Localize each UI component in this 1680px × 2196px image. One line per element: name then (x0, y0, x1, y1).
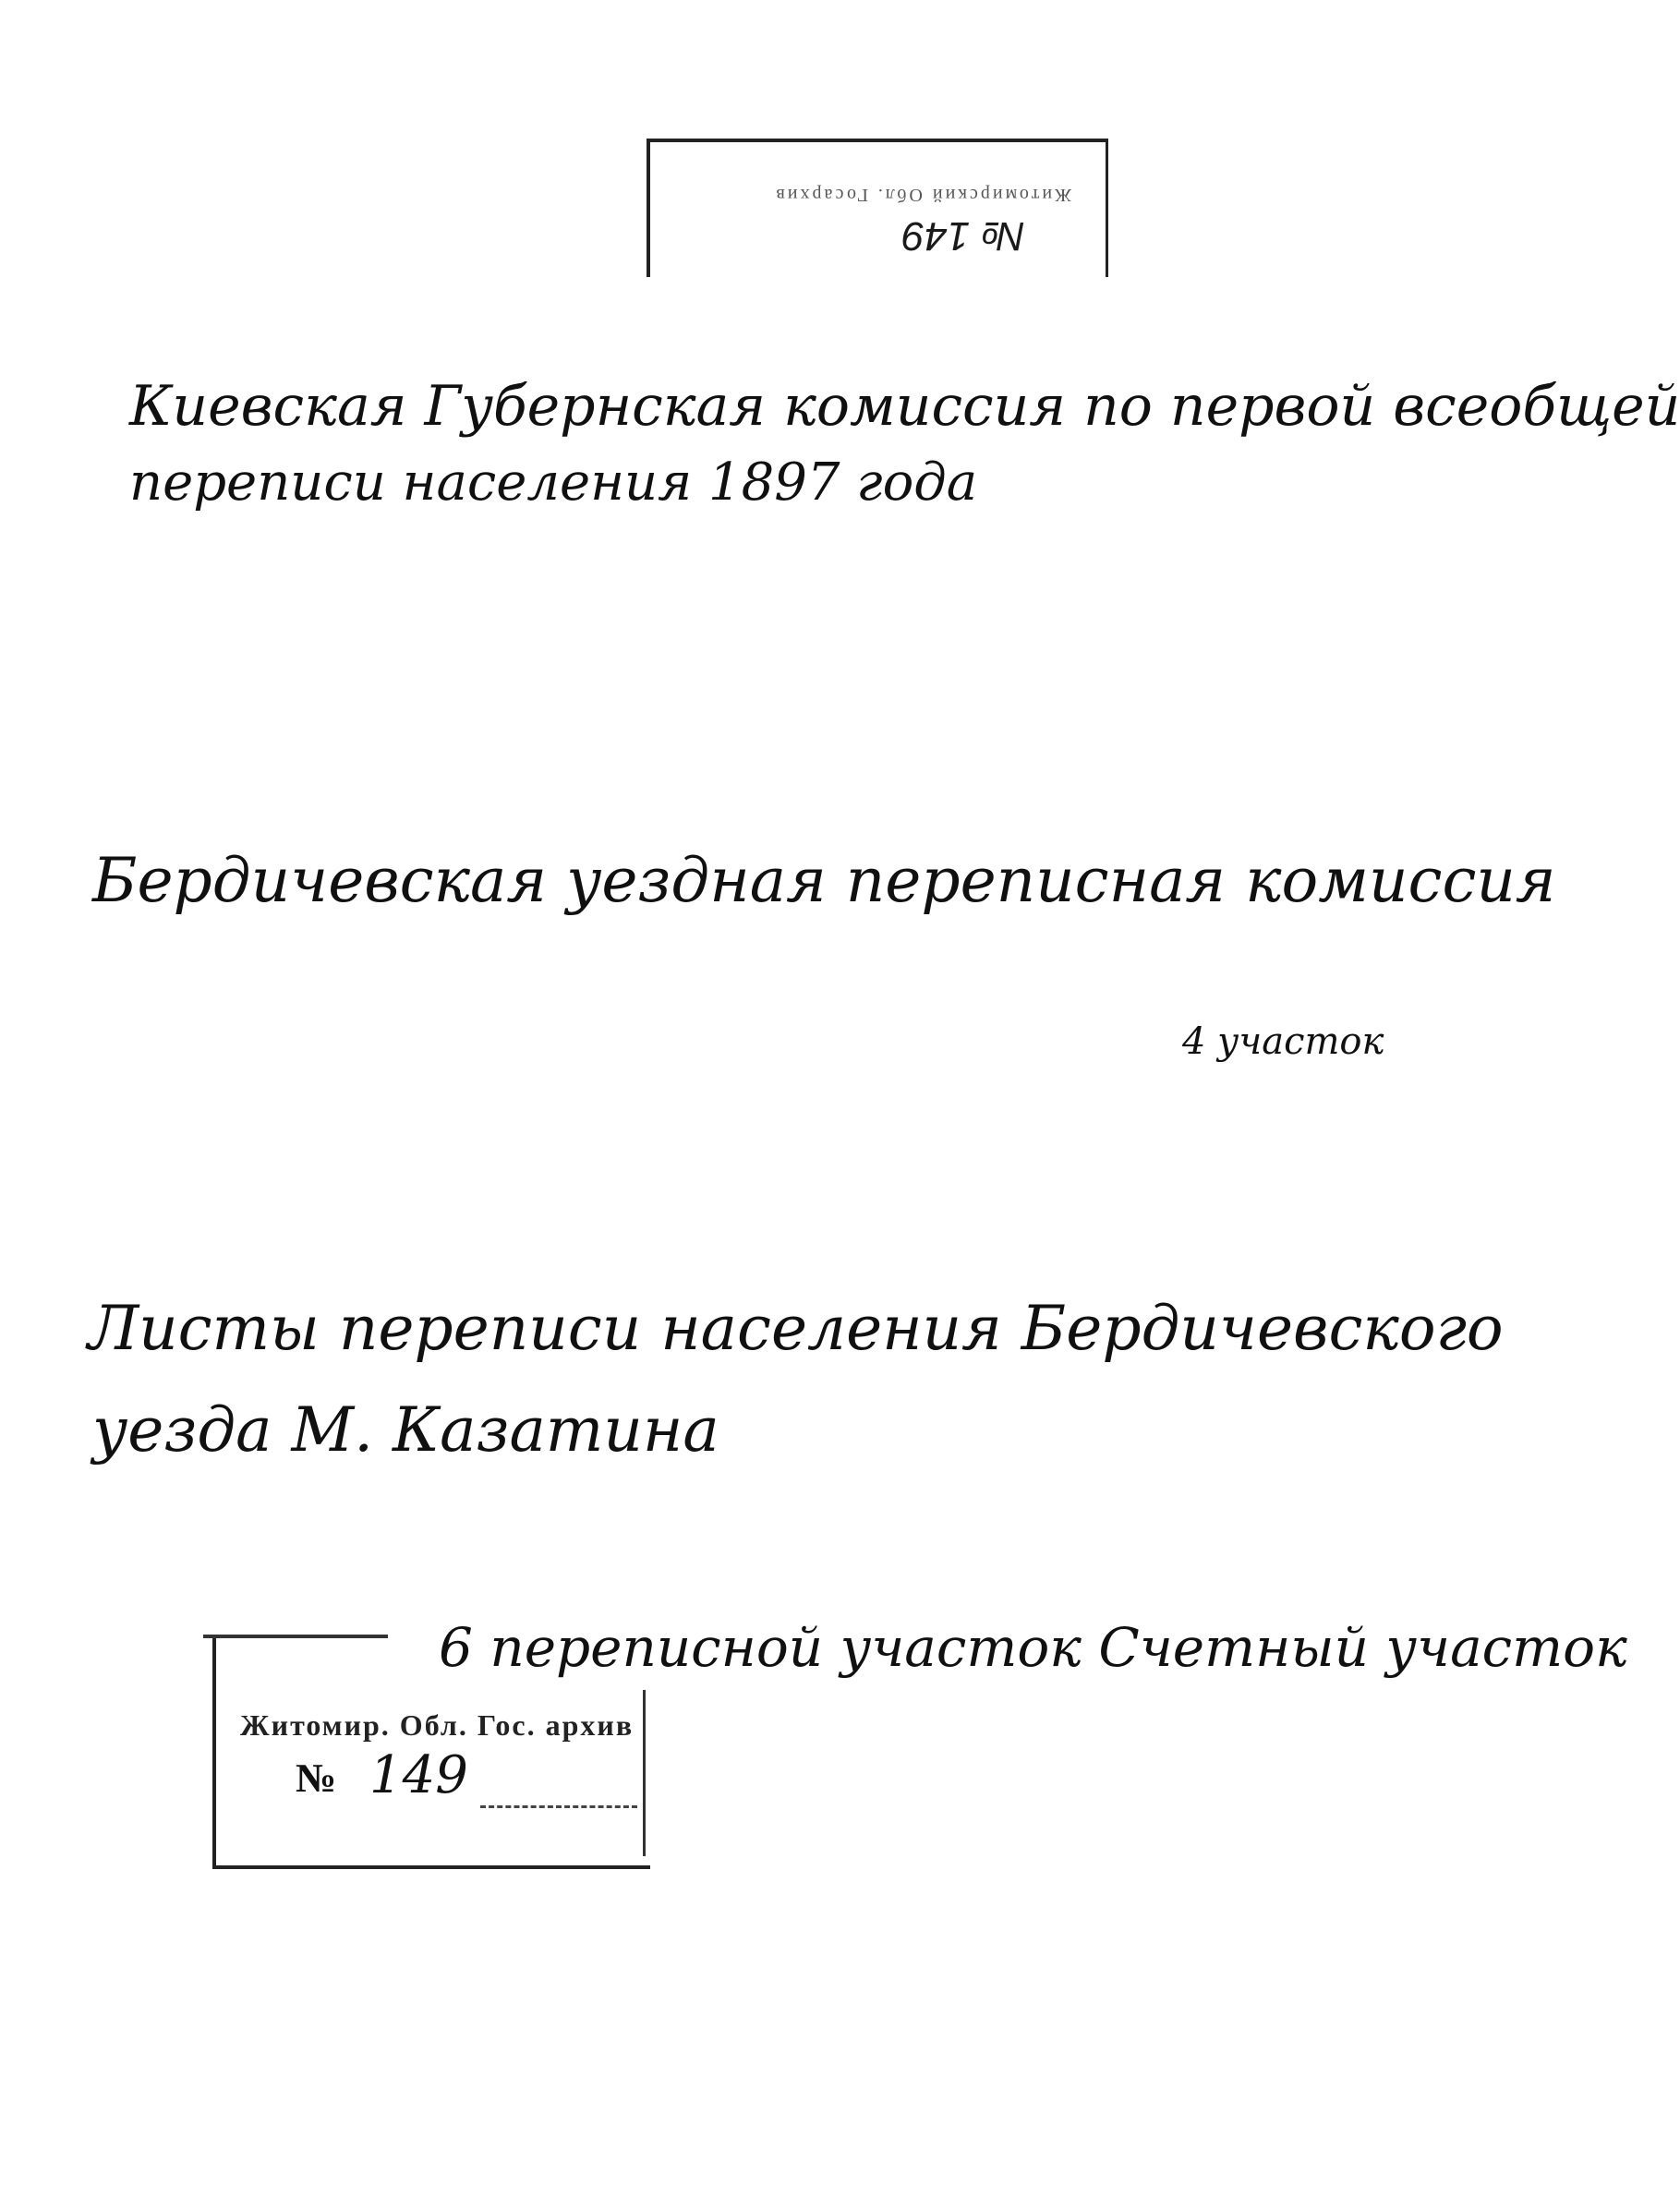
sheet-title-line-2: уезда М. Казатина (92, 1394, 719, 1466)
stamp-bottom-number-value: 149 (369, 1745, 468, 1805)
archive-stamp-top (647, 139, 1108, 277)
stamp-bottom-title: Житомир. Обл. Гос. архив (240, 1708, 635, 1742)
district-line: 6 переписной участок Счетный участок (439, 1616, 1627, 1679)
stamp-bottom-frame-right (643, 1690, 646, 1856)
stamp-bottom-number-label: № (296, 1756, 337, 1801)
heading-line-1: Киевская Губернская комиссия по первой всеобщей (129, 374, 1680, 439)
sheet-title-line-1: Листы переписи населения Бердичевского (88, 1293, 1504, 1364)
heading-line-2: переписи населения 1897 года (129, 452, 978, 513)
stamp-top-content (647, 139, 1108, 277)
section-number: 4 участок (1182, 1020, 1384, 1063)
stamp-bottom-dash (480, 1805, 637, 1808)
stamp-bottom-frame-top (203, 1635, 388, 1638)
district-commission: Бердичевская уездная переписная комиссия (92, 845, 1556, 916)
stamp-top-text: Житомирский Обл. Госархив (773, 185, 1071, 205)
stamp-top-number: № 149 (901, 213, 1025, 259)
